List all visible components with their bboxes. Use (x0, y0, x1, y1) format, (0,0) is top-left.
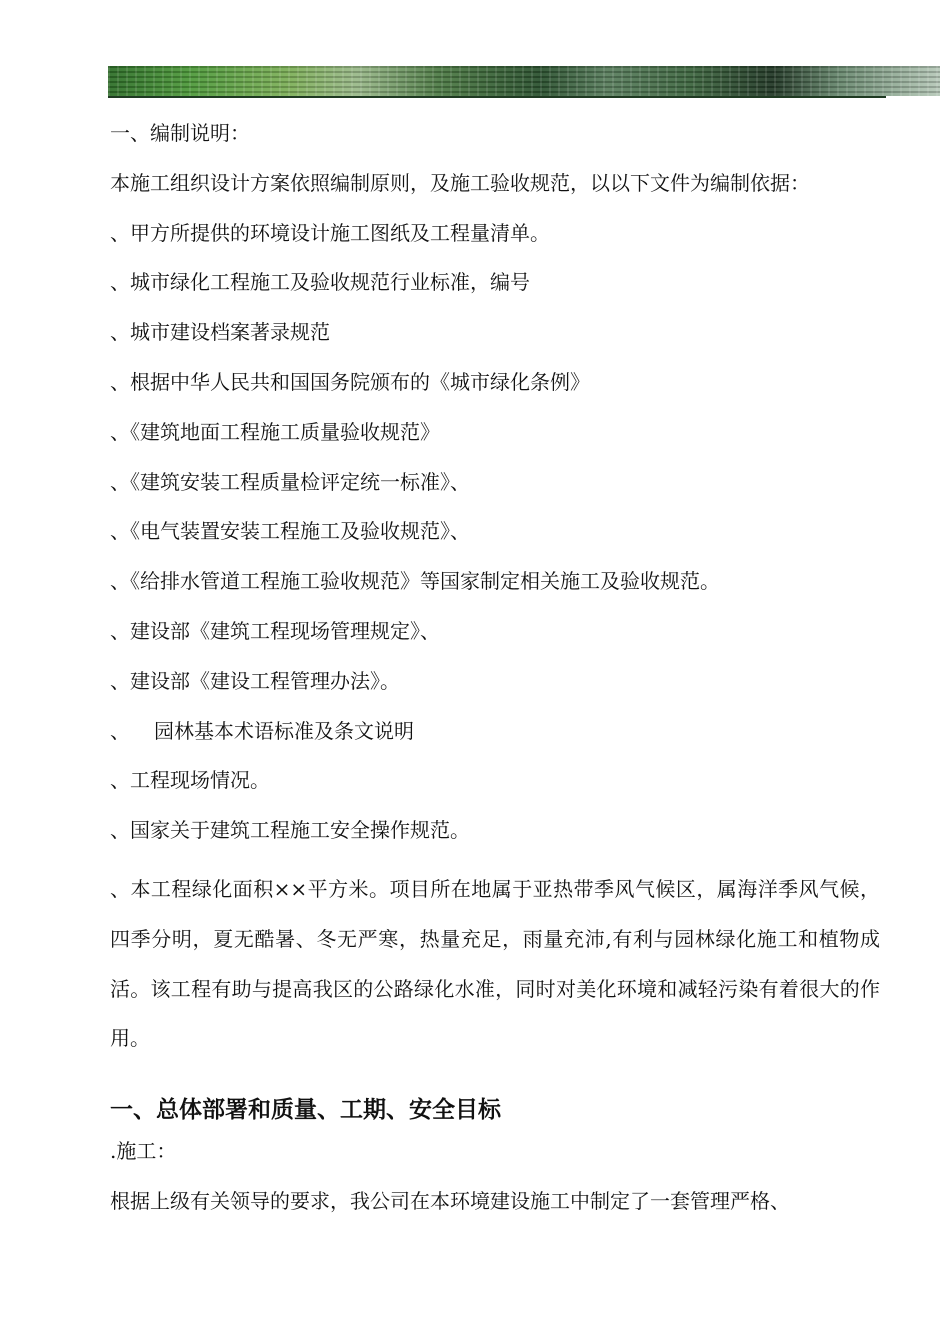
sub-label: .施工： (110, 1139, 177, 1164)
basis-item-indented (110, 716, 890, 766)
item-text: 园林基本术语标准及条文说明 (154, 718, 414, 743)
basis-item: 、《建筑地面工程施工质量验收规范》 (110, 419, 440, 444)
document-body (110, 118, 890, 1236)
basis-item: 、工程现场情况。 (110, 768, 270, 793)
section-heading: 一、总体部署和质量、工期、安全目标 (110, 1097, 501, 1124)
project-overview-paragraph: 、本工程绿化面积××平方米。项目所在地属于亚热带季风气候区，属海洋季风气候，四季分明，夏无酷暑、冬无严寒，热量充足，雨量充沛,有利与园林绿化施工和植物成活。该工程有助与提高我区的公路绿化水准，同时对美化环境和减轻污染有着很大的作用。 (110, 876, 880, 1051)
item-lead-mark: 、 (110, 718, 130, 743)
body-line: 根据上级有关领导的要求，我公司在本环境建设施工中制定了一套管理严格、 (110, 1188, 790, 1213)
intro-line: 本施工组织设计方案依照编制原则，及施工验收规范，以以下文件为编制依据： (110, 170, 810, 195)
basis-item: 、《建筑安装工程质量检评定统一标准》、 (110, 469, 470, 494)
basis-item: 、国家关于建筑工程施工安全操作规范。 (110, 818, 470, 843)
basis-item: 、城市建设档案著录规范 (110, 320, 330, 345)
header-banner-image (108, 66, 940, 96)
header-rule (108, 96, 886, 98)
basis-item: 、甲方所提供的环境设计施工图纸及工程量清单。 (110, 220, 550, 245)
basis-item: 、建设部《建筑工程现场管理规定》、 (110, 618, 440, 643)
section-title: 一、编制说明： (110, 121, 250, 145)
basis-item: 、《给排水管道工程施工验收规范》等国家制定相关施工及验收规范。 (110, 569, 720, 594)
basis-item: 、《电气装置安装工程施工及验收规范》、 (110, 519, 470, 544)
basis-item: 、根据中华人民共和国国务院颁布的《城市绿化条例》 (110, 369, 590, 394)
basis-item: 、城市绿化工程施工及验收规范行业标准，编号 (110, 270, 530, 295)
basis-item: 、建设部《建设工程管理办法》。 (110, 668, 400, 693)
